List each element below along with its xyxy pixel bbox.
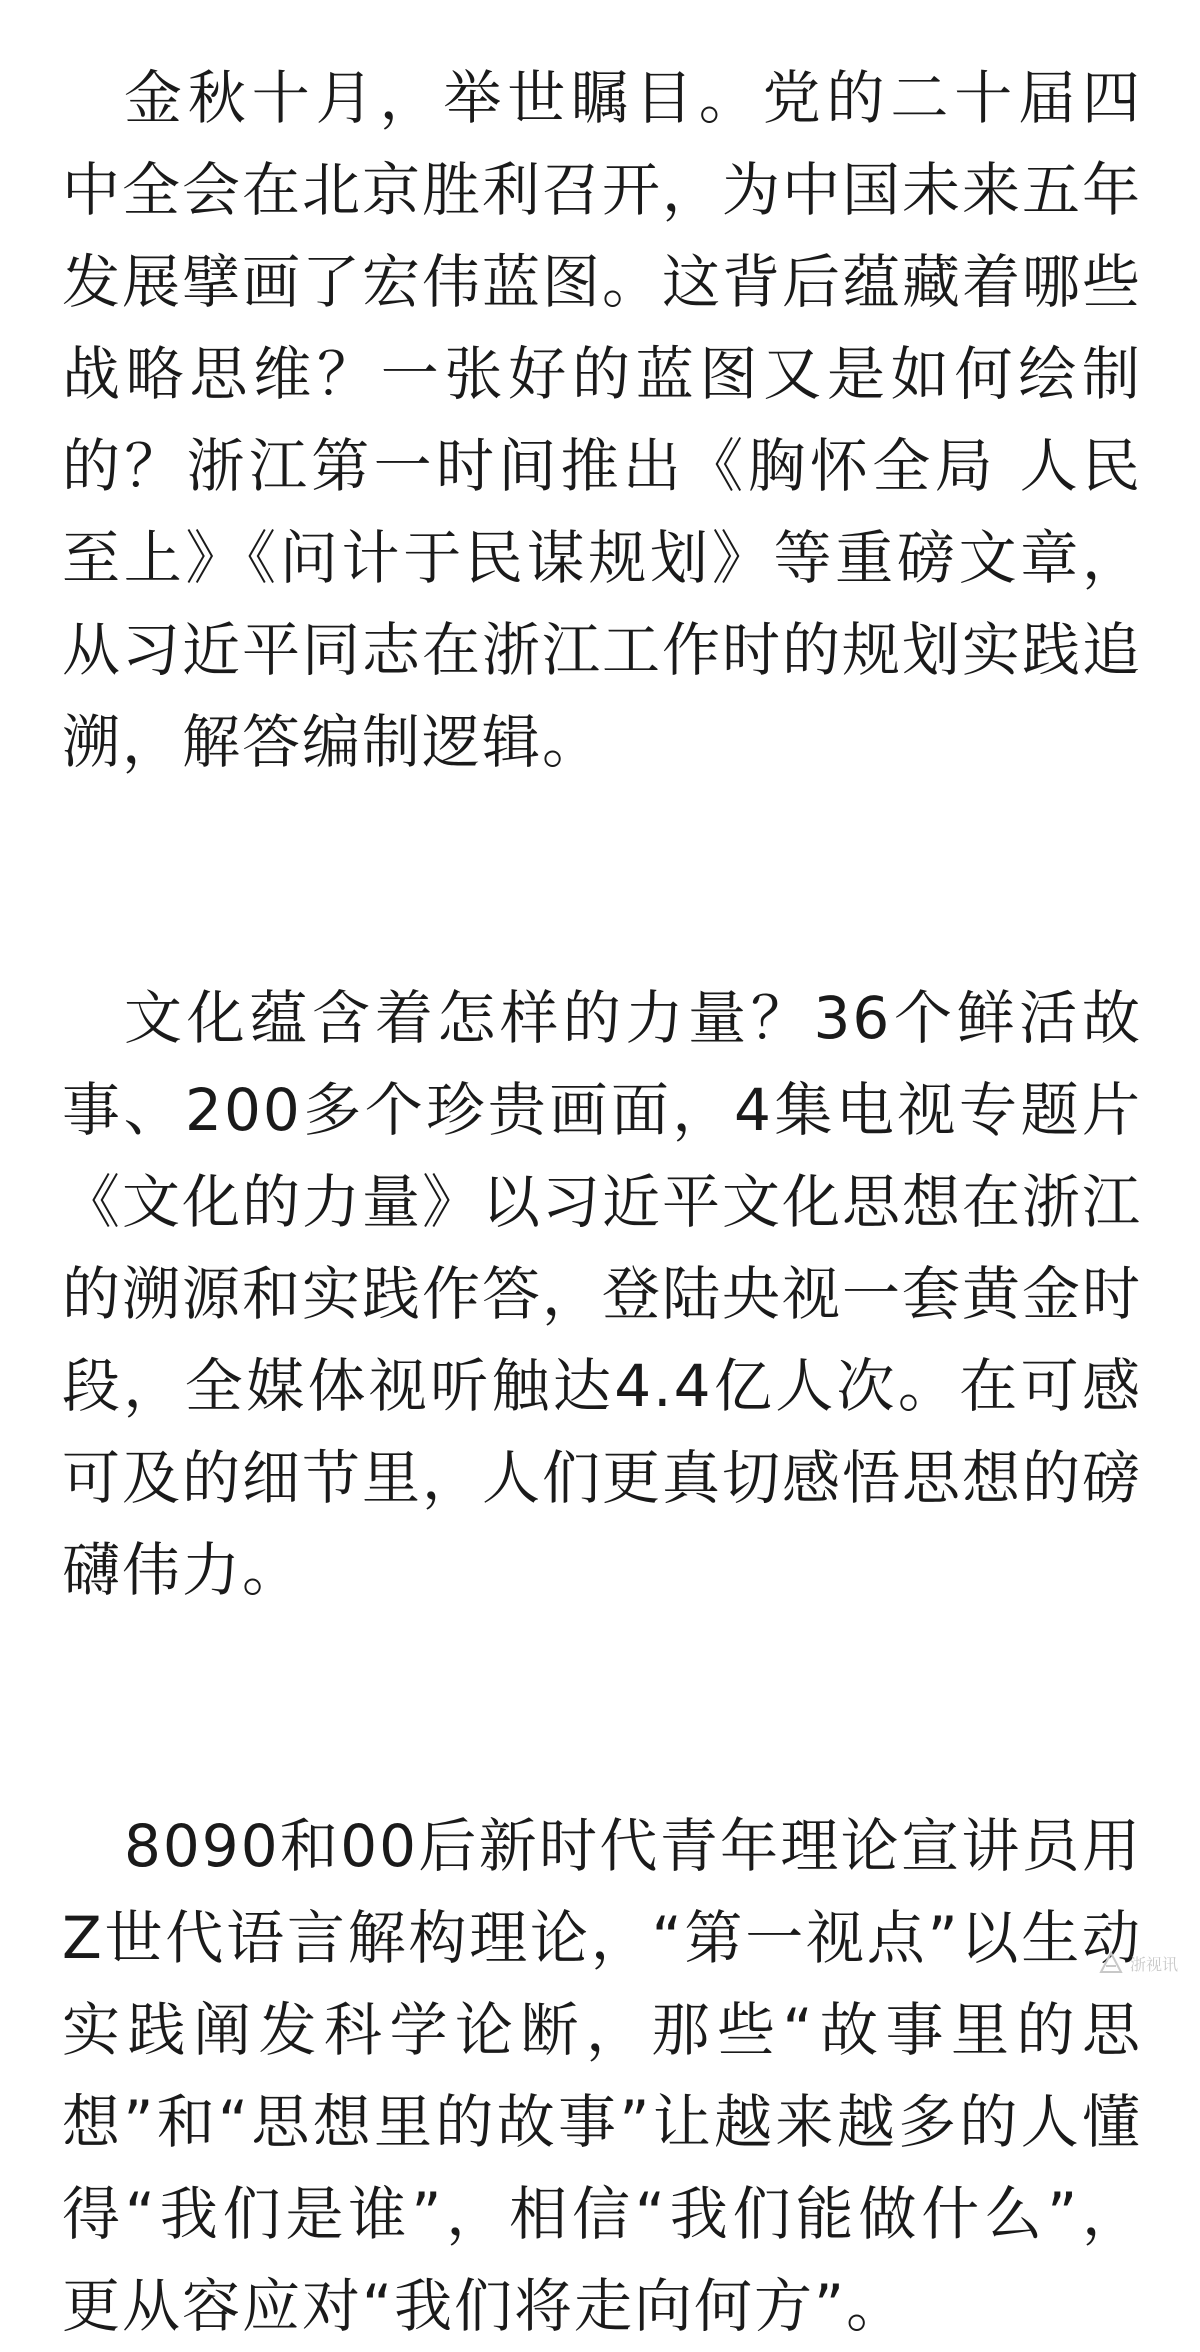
- paragraph-fourth-plenum: 金秋十月，举世瞩目。党的二十届四中全会在北京胜利召开，为中国未来五年发展擘画了宏伟蓝图。这背后蕴藏着哪些战略思维？一张好的蓝图又是如何绘制的？浙江第一时间推出《胸怀全局 人民至上》《问计于民谋规划》等重磅文章，从习近平同志在浙江工作时的规划实践追溯，解答编制逻辑。: [62, 64, 1143, 776]
- paragraph-youth-lecturers: 8090和00后新时代青年理论宣讲员用Z世代语言解构理论，“第一视点”以生动实践阐发科学论断，那些“故事里的思想”和“思想里的故事”让越来越多的人懂得“我们是谁”，相信“我们能做什么”，更从容应对“我们将走向何方”。: [62, 1812, 1142, 2340]
- paragraph-power-of-culture: 文化蕴含着怎样的力量？36个鲜活故事、200多个珍贵画面，4集电视专题片《文化的力量》以习近平文化思想在浙江的溯源和实践作答，登陆央视一套黄金时段，全媒体视听触达4.4亿人次。在可感可及的细节里，人们更真切感悟思想的磅礴伟力。: [62, 984, 1143, 1604]
- watermark: [1098, 1950, 1178, 1976]
- watermark-text: 浙视讯: [1129, 1954, 1178, 1974]
- article-body: [62, 52, 1142, 2352]
- logo-icon: [1098, 1950, 1124, 1976]
